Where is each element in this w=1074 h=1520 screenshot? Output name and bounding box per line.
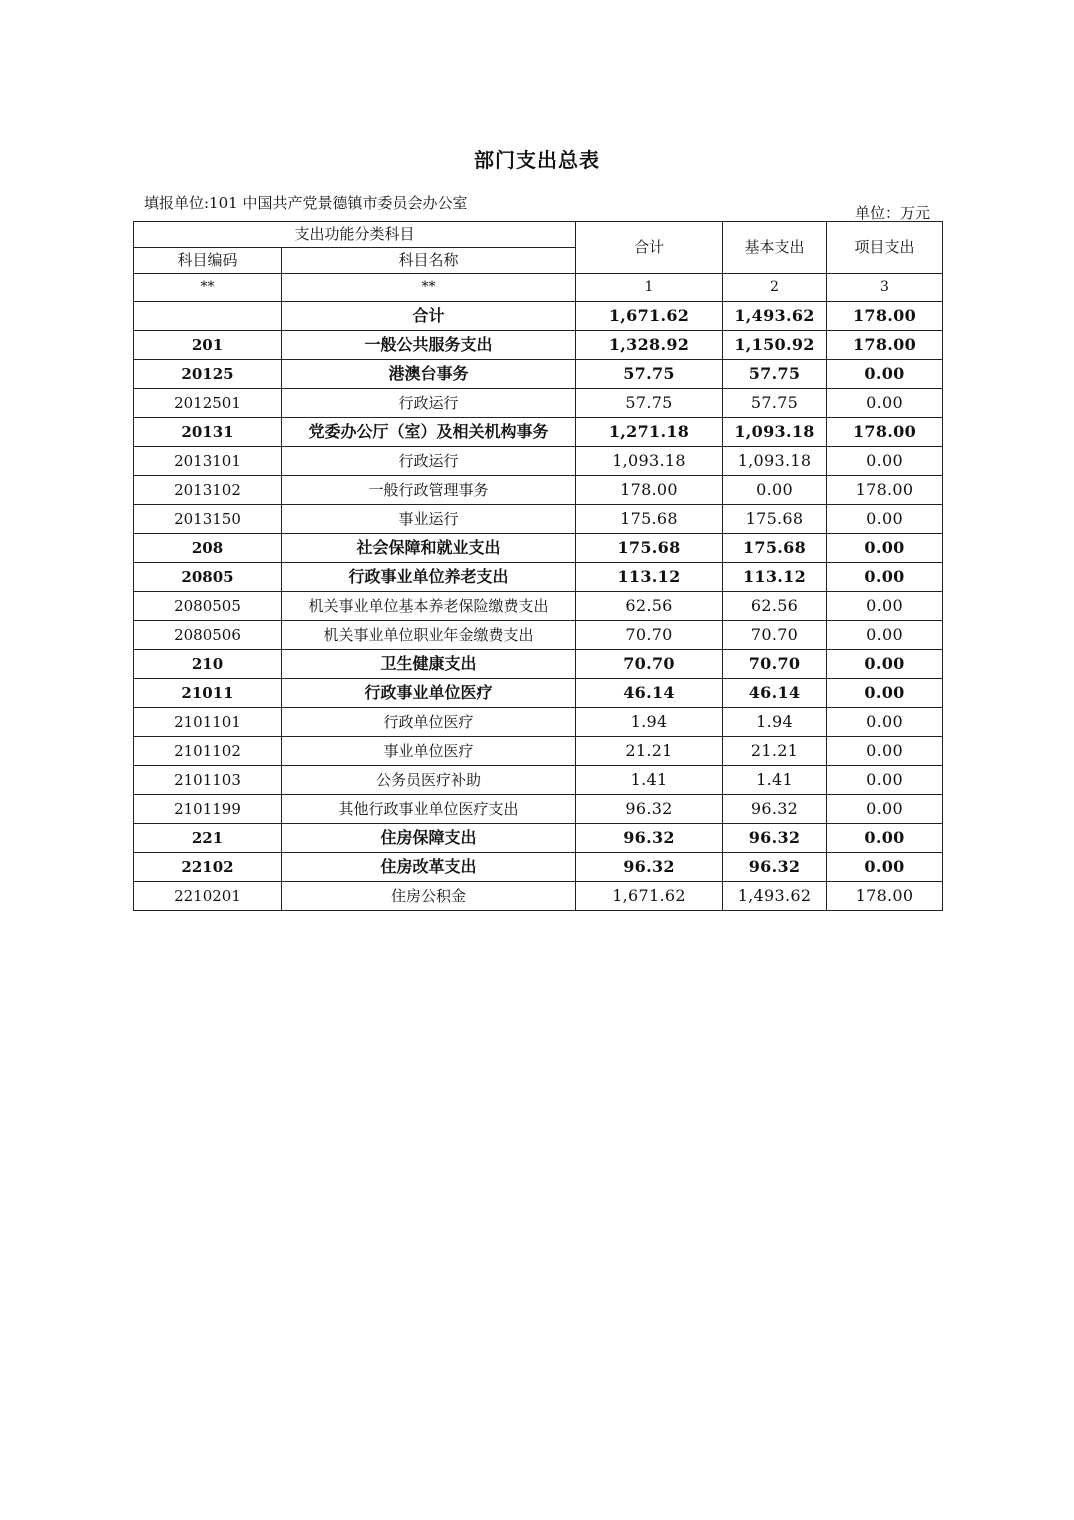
table-row bbox=[134, 882, 943, 911]
name-cell: 事业运行 bbox=[282, 505, 576, 534]
total-cell: 96.32 bbox=[576, 795, 723, 824]
basic-cell: 70.70 bbox=[723, 650, 827, 679]
name-cell: 合计 bbox=[282, 302, 576, 331]
name-cell: 卫生健康支出 bbox=[282, 650, 576, 679]
project-cell: 0.00 bbox=[827, 592, 943, 621]
basic-cell: 0.00 bbox=[723, 476, 827, 505]
table-row bbox=[134, 708, 943, 737]
index-row bbox=[134, 274, 943, 302]
name-cell: 一般行政管理事务 bbox=[282, 476, 576, 505]
total-cell: 1,671.62 bbox=[576, 882, 723, 911]
filing-unit: 填报单位:101 中国共产党景德镇市委员会办公室 bbox=[144, 194, 468, 212]
name-cell: 行政事业单位养老支出 bbox=[282, 563, 576, 592]
project-cell: 178.00 bbox=[827, 331, 943, 360]
basic-cell: 96.32 bbox=[723, 853, 827, 882]
basic-cell: 96.32 bbox=[723, 795, 827, 824]
header-row-1 bbox=[134, 222, 943, 248]
basic-cell: 1,093.18 bbox=[723, 447, 827, 476]
basic-cell: 1,493.62 bbox=[723, 302, 827, 331]
name-cell: 机关事业单位基本养老保险缴费支出 bbox=[282, 592, 576, 621]
name-cell: 其他行政事业单位医疗支出 bbox=[282, 795, 576, 824]
code-cell: 201 bbox=[134, 331, 282, 360]
code-cell: 20805 bbox=[134, 563, 282, 592]
project-cell: 178.00 bbox=[827, 302, 943, 331]
project-cell: 0.00 bbox=[827, 563, 943, 592]
total-cell: 175.68 bbox=[576, 534, 723, 563]
basic-cell: 1,150.92 bbox=[723, 331, 827, 360]
project-cell: 0.00 bbox=[827, 679, 943, 708]
code-cell: 2101103 bbox=[134, 766, 282, 795]
name-cell: 行政事业单位医疗 bbox=[282, 679, 576, 708]
table-row bbox=[134, 563, 943, 592]
header-name: 科目名称 bbox=[282, 248, 576, 274]
project-cell: 0.00 bbox=[827, 389, 943, 418]
currency-unit: 单位：万元 bbox=[854, 204, 930, 222]
name-cell: 行政运行 bbox=[282, 447, 576, 476]
basic-cell: 21.21 bbox=[723, 737, 827, 766]
project-cell: 0.00 bbox=[827, 650, 943, 679]
basic-cell: 175.68 bbox=[723, 505, 827, 534]
code-cell: 2013150 bbox=[134, 505, 282, 534]
name-cell: 住房公积金 bbox=[282, 882, 576, 911]
total-cell: 57.75 bbox=[576, 389, 723, 418]
code-cell: 2080505 bbox=[134, 592, 282, 621]
project-cell: 178.00 bbox=[827, 418, 943, 447]
project-cell: 0.00 bbox=[827, 824, 943, 853]
table-row bbox=[134, 766, 943, 795]
name-cell: 住房保障支出 bbox=[282, 824, 576, 853]
table-row bbox=[134, 302, 943, 331]
code-cell: 2013102 bbox=[134, 476, 282, 505]
name-cell: 住房改革支出 bbox=[282, 853, 576, 882]
index-cell: 1 bbox=[576, 274, 723, 302]
code-cell: 2101199 bbox=[134, 795, 282, 824]
code-cell: 2101101 bbox=[134, 708, 282, 737]
project-cell: 0.00 bbox=[827, 360, 943, 389]
table-row bbox=[134, 737, 943, 766]
project-cell: 0.00 bbox=[827, 795, 943, 824]
name-cell: 社会保障和就业支出 bbox=[282, 534, 576, 563]
total-cell: 57.75 bbox=[576, 360, 723, 389]
project-cell: 178.00 bbox=[827, 476, 943, 505]
total-cell: 96.32 bbox=[576, 853, 723, 882]
total-cell: 70.70 bbox=[576, 621, 723, 650]
table-row bbox=[134, 824, 943, 853]
basic-cell: 96.32 bbox=[723, 824, 827, 853]
code-cell: 20125 bbox=[134, 360, 282, 389]
total-cell: 175.68 bbox=[576, 505, 723, 534]
total-cell: 21.21 bbox=[576, 737, 723, 766]
project-cell: 0.00 bbox=[827, 708, 943, 737]
table-row bbox=[134, 389, 943, 418]
index-cell: ** bbox=[134, 274, 282, 302]
code-cell: 21011 bbox=[134, 679, 282, 708]
name-cell: 党委办公厅（室）及相关机构事务 bbox=[282, 418, 576, 447]
code-cell bbox=[134, 302, 282, 331]
code-cell: 2013101 bbox=[134, 447, 282, 476]
total-cell: 1.41 bbox=[576, 766, 723, 795]
index-cell: 2 bbox=[723, 274, 827, 302]
table-row bbox=[134, 853, 943, 882]
table-row bbox=[134, 476, 943, 505]
name-cell: 行政运行 bbox=[282, 389, 576, 418]
basic-cell: 62.56 bbox=[723, 592, 827, 621]
total-cell: 1,093.18 bbox=[576, 447, 723, 476]
total-cell: 1.94 bbox=[576, 708, 723, 737]
total-cell: 178.00 bbox=[576, 476, 723, 505]
basic-cell: 57.75 bbox=[723, 389, 827, 418]
table-row bbox=[134, 650, 943, 679]
total-cell: 1,328.92 bbox=[576, 331, 723, 360]
basic-cell: 175.68 bbox=[723, 534, 827, 563]
index-cell: ** bbox=[282, 274, 576, 302]
table-row bbox=[134, 418, 943, 447]
basic-cell: 1.41 bbox=[723, 766, 827, 795]
code-cell: 20131 bbox=[134, 418, 282, 447]
code-cell: 22102 bbox=[134, 853, 282, 882]
project-cell: 0.00 bbox=[827, 737, 943, 766]
basic-cell: 1,093.18 bbox=[723, 418, 827, 447]
basic-cell: 1.94 bbox=[723, 708, 827, 737]
code-cell: 2101102 bbox=[134, 737, 282, 766]
name-cell: 公务员医疗补助 bbox=[282, 766, 576, 795]
code-cell: 221 bbox=[134, 824, 282, 853]
name-cell: 一般公共服务支出 bbox=[282, 331, 576, 360]
name-cell: 事业单位医疗 bbox=[282, 737, 576, 766]
header-group: 支出功能分类科目 bbox=[134, 222, 576, 248]
project-cell: 0.00 bbox=[827, 853, 943, 882]
header-code: 科目编码 bbox=[134, 248, 282, 274]
total-cell: 96.32 bbox=[576, 824, 723, 853]
header-project: 项目支出 bbox=[827, 222, 943, 274]
project-cell: 0.00 bbox=[827, 621, 943, 650]
table-row bbox=[134, 592, 943, 621]
table-row bbox=[134, 360, 943, 389]
name-cell: 行政单位医疗 bbox=[282, 708, 576, 737]
page-title: 部门支出总表 bbox=[474, 148, 600, 172]
code-cell: 2080506 bbox=[134, 621, 282, 650]
total-cell: 1,671.62 bbox=[576, 302, 723, 331]
total-cell: 1,271.18 bbox=[576, 418, 723, 447]
basic-cell: 113.12 bbox=[723, 563, 827, 592]
expenditure-table bbox=[133, 221, 943, 911]
table-row bbox=[134, 679, 943, 708]
header-basic: 基本支出 bbox=[723, 222, 827, 274]
project-cell: 0.00 bbox=[827, 534, 943, 563]
table-row bbox=[134, 795, 943, 824]
project-cell: 0.00 bbox=[827, 447, 943, 476]
total-cell: 46.14 bbox=[576, 679, 723, 708]
total-cell: 113.12 bbox=[576, 563, 723, 592]
name-cell: 机关事业单位职业年金缴费支出 bbox=[282, 621, 576, 650]
table-row bbox=[134, 621, 943, 650]
code-cell: 2210201 bbox=[134, 882, 282, 911]
total-cell: 70.70 bbox=[576, 650, 723, 679]
table-row bbox=[134, 331, 943, 360]
project-cell: 178.00 bbox=[827, 882, 943, 911]
table-row bbox=[134, 534, 943, 563]
basic-cell: 46.14 bbox=[723, 679, 827, 708]
name-cell: 港澳台事务 bbox=[282, 360, 576, 389]
project-cell: 0.00 bbox=[827, 766, 943, 795]
code-cell: 208 bbox=[134, 534, 282, 563]
project-cell: 0.00 bbox=[827, 505, 943, 534]
header-total: 合计 bbox=[576, 222, 723, 274]
basic-cell: 70.70 bbox=[723, 621, 827, 650]
total-cell: 62.56 bbox=[576, 592, 723, 621]
code-cell: 2012501 bbox=[134, 389, 282, 418]
code-cell: 210 bbox=[134, 650, 282, 679]
table-row bbox=[134, 447, 943, 476]
basic-cell: 57.75 bbox=[723, 360, 827, 389]
index-cell: 3 bbox=[827, 274, 943, 302]
table-row bbox=[134, 505, 943, 534]
basic-cell: 1,493.62 bbox=[723, 882, 827, 911]
